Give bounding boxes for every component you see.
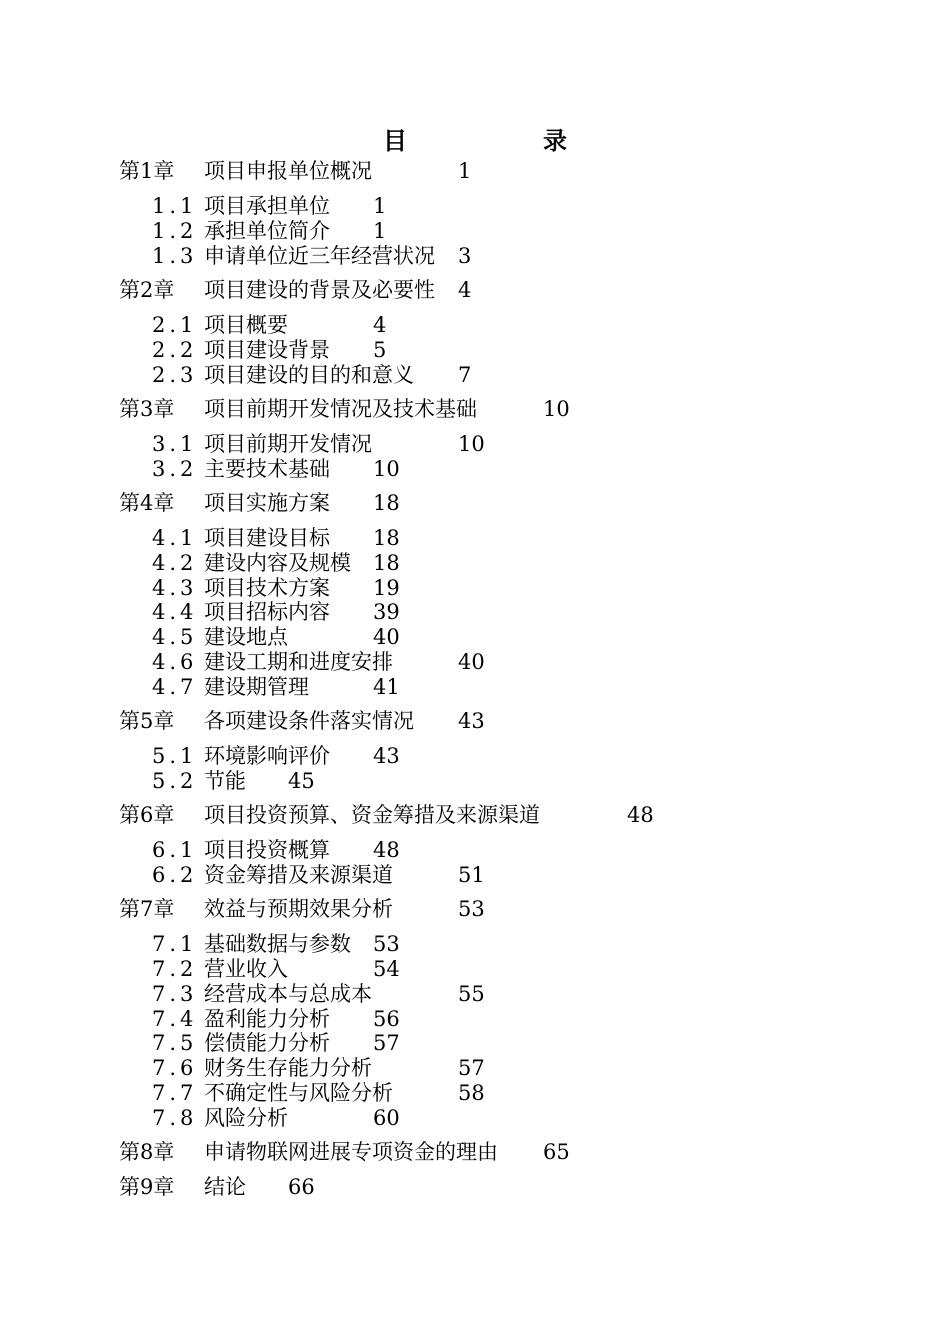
toc-number: 4.1 [152, 526, 198, 550]
toc-title: 建设地点 [204, 625, 288, 649]
toc-number: 4.3 [152, 576, 198, 600]
toc-title: 主要技术基础 [204, 457, 330, 481]
toc-section[interactable] [0, 1056, 950, 1080]
toc-title: 申请单位近三年经营状况 [204, 244, 435, 268]
toc-title: 项目建设背景 [204, 338, 330, 362]
toc-number: 4.5 [152, 625, 198, 649]
toc-section[interactable] [0, 338, 950, 362]
toc-number: 5.2 [152, 769, 198, 793]
toc-section[interactable] [0, 982, 950, 1006]
toc-number: 1.3 [152, 244, 198, 268]
toc-title: 盈利能力分析 [204, 1007, 330, 1031]
toc-page-number: 53 [458, 897, 485, 921]
toc-section[interactable] [0, 650, 950, 674]
toc-page-number: 51 [458, 863, 485, 887]
toc-number: 7.2 [152, 957, 198, 981]
toc-number: 4.7 [152, 675, 198, 699]
toc-page-number: 4 [373, 313, 387, 337]
toc-chapter[interactable] [0, 491, 950, 515]
toc-section[interactable] [0, 1081, 950, 1105]
toc-page-number: 55 [458, 982, 485, 1006]
toc-number: 第2章 [119, 278, 175, 302]
toc-section[interactable] [0, 675, 950, 699]
toc-number: 7.7 [152, 1081, 198, 1105]
toc-number: 6.2 [152, 863, 198, 887]
toc-section[interactable] [0, 526, 950, 550]
toc-title: 风险分析 [204, 1106, 288, 1130]
toc-chapter[interactable] [0, 278, 950, 302]
toc-section[interactable] [0, 1106, 950, 1130]
toc-page-number: 57 [373, 1031, 400, 1055]
toc-number: 第8章 [119, 1140, 175, 1164]
toc-title: 项目建设的目的和意义 [204, 363, 414, 387]
toc-section[interactable] [0, 744, 950, 768]
toc-page-number: 58 [458, 1081, 485, 1105]
toc-page-number: 43 [373, 744, 400, 768]
toc-page-number: 4 [458, 278, 472, 302]
toc-title: 项目申报单位概况 [204, 159, 372, 183]
toc-page-number: 19 [373, 576, 400, 600]
toc-number: 1.1 [152, 194, 198, 218]
toc-chapter[interactable] [0, 159, 950, 183]
toc-section[interactable] [0, 932, 950, 956]
toc-title: 项目前期开发情况 [204, 432, 372, 456]
toc-page-number: 10 [458, 432, 485, 456]
toc-number: 第3章 [119, 397, 175, 421]
toc-title: 项目承担单位 [204, 194, 330, 218]
toc-title: 项目投资预算、资金筹措及来源渠道 [204, 803, 540, 827]
toc-page-number: 10 [373, 457, 400, 481]
toc-section[interactable] [0, 219, 950, 243]
toc-page-number: 3 [458, 244, 472, 268]
toc-section[interactable] [0, 838, 950, 862]
toc-chapter[interactable] [0, 709, 950, 733]
toc-section[interactable] [0, 600, 950, 624]
toc-title: 申请物联网进展专项资金的理由 [204, 1140, 498, 1164]
toc-title: 项目投资概算 [204, 838, 330, 862]
toc-number: 4.4 [152, 600, 198, 624]
toc-title: 建设内容及规模 [204, 551, 351, 575]
toc-page-number: 65 [543, 1140, 570, 1164]
toc-page-number: 48 [373, 838, 400, 862]
toc-number: 5.1 [152, 744, 198, 768]
toc-number: 第1章 [119, 159, 175, 183]
toc-title: 项目建设目标 [204, 526, 330, 550]
toc-title: 不确定性与风险分析 [204, 1081, 393, 1105]
toc-number: 3.2 [152, 457, 198, 481]
toc-title: 项目建设的背景及必要性 [204, 278, 435, 302]
toc-page-number: 40 [458, 650, 485, 674]
toc-number: 7.5 [152, 1031, 198, 1055]
toc-title: 项目概要 [204, 313, 288, 337]
toc-title: 建设期管理 [204, 675, 309, 699]
toc-number: 1.2 [152, 219, 198, 243]
toc-page-number: 39 [373, 600, 400, 624]
toc-page-number: 60 [373, 1106, 400, 1130]
toc-section[interactable] [0, 551, 950, 575]
toc-number: 4.6 [152, 650, 198, 674]
toc-title: 项目实施方案 [204, 491, 330, 515]
toc-section[interactable] [0, 576, 950, 600]
toc-title: 建设工期和进度安排 [204, 650, 393, 674]
toc-section[interactable] [0, 625, 950, 649]
toc-page-number: 18 [373, 491, 400, 515]
toc-number: 7.1 [152, 932, 198, 956]
toc-section[interactable] [0, 313, 950, 337]
toc-section[interactable] [0, 863, 950, 887]
toc-page-number: 1 [373, 194, 387, 218]
toc-page-number: 1 [458, 159, 472, 183]
toc-title: 效益与预期效果分析 [204, 897, 393, 921]
toc-number: 2.1 [152, 313, 198, 337]
toc-page-number: 18 [373, 551, 400, 575]
toc-chapter[interactable] [0, 397, 950, 421]
toc-number: 4.2 [152, 551, 198, 575]
toc-section[interactable] [0, 457, 950, 481]
toc-title: 营业收入 [204, 957, 288, 981]
toc-page-number: 66 [288, 1175, 315, 1199]
toc-number: 6.1 [152, 838, 198, 862]
toc-section[interactable] [0, 1031, 950, 1055]
toc-chapter[interactable] [0, 1140, 950, 1164]
toc-section[interactable] [0, 957, 950, 981]
toc-page-number: 7 [458, 363, 472, 387]
toc-title: 偿债能力分析 [204, 1031, 330, 1055]
toc-chapter[interactable] [0, 803, 950, 827]
toc-title: 财务生存能力分析 [204, 1056, 372, 1080]
toc-page-number: 48 [627, 803, 654, 827]
toc-number: 7.3 [152, 982, 198, 1006]
toc-page-number: 45 [288, 769, 315, 793]
toc-section[interactable] [0, 363, 950, 387]
toc-number: 7.8 [152, 1106, 198, 1130]
toc-page-number: 56 [373, 1007, 400, 1031]
toc-page-number: 18 [373, 526, 400, 550]
toc-title: 项目招标内容 [204, 600, 330, 624]
toc-page-number: 10 [543, 397, 570, 421]
toc-section[interactable] [0, 194, 950, 218]
toc-title: 结论 [204, 1175, 246, 1199]
toc-section[interactable] [0, 432, 950, 456]
toc-number: 第7章 [119, 897, 175, 921]
toc-title: 各项建设条件落实情况 [204, 709, 414, 733]
toc-page-number: 54 [373, 957, 400, 981]
toc-title: 承担单位简介 [204, 219, 330, 243]
toc-title: 项目前期开发情况及技术基础 [204, 397, 477, 421]
toc-number: 2.3 [152, 363, 198, 387]
toc-title: 节能 [204, 769, 246, 793]
toc-section[interactable] [0, 769, 950, 793]
toc-page-number: 1 [373, 219, 387, 243]
toc-page-number: 40 [373, 625, 400, 649]
toc-chapter[interactable] [0, 897, 950, 921]
toc-title: 资金筹措及来源渠道 [204, 863, 393, 887]
toc-number: 2.2 [152, 338, 198, 362]
toc-title: 环境影响评价 [204, 744, 330, 768]
toc-page-number: 43 [458, 709, 485, 733]
toc-number: 第6章 [119, 803, 175, 827]
toc-page-number: 57 [458, 1056, 485, 1080]
toc-page-number: 41 [373, 675, 400, 699]
toc-section[interactable] [0, 1007, 950, 1031]
toc-page-number: 53 [373, 932, 400, 956]
toc-number: 第4章 [119, 491, 175, 515]
toc-number: 7.6 [152, 1056, 198, 1080]
toc-page-number: 5 [373, 338, 387, 362]
toc-number: 第5章 [119, 709, 175, 733]
toc-number: 7.4 [152, 1007, 198, 1031]
toc-section[interactable] [0, 244, 950, 268]
toc-chapter[interactable] [0, 1175, 950, 1199]
toc-title: 基础数据与参数 [204, 932, 351, 956]
toc-title: 项目技术方案 [204, 576, 330, 600]
toc-number: 第9章 [119, 1175, 175, 1199]
page-title: 目 录 [383, 126, 623, 155]
toc-number: 3.1 [152, 432, 198, 456]
toc-title: 经营成本与总成本 [204, 982, 372, 1006]
